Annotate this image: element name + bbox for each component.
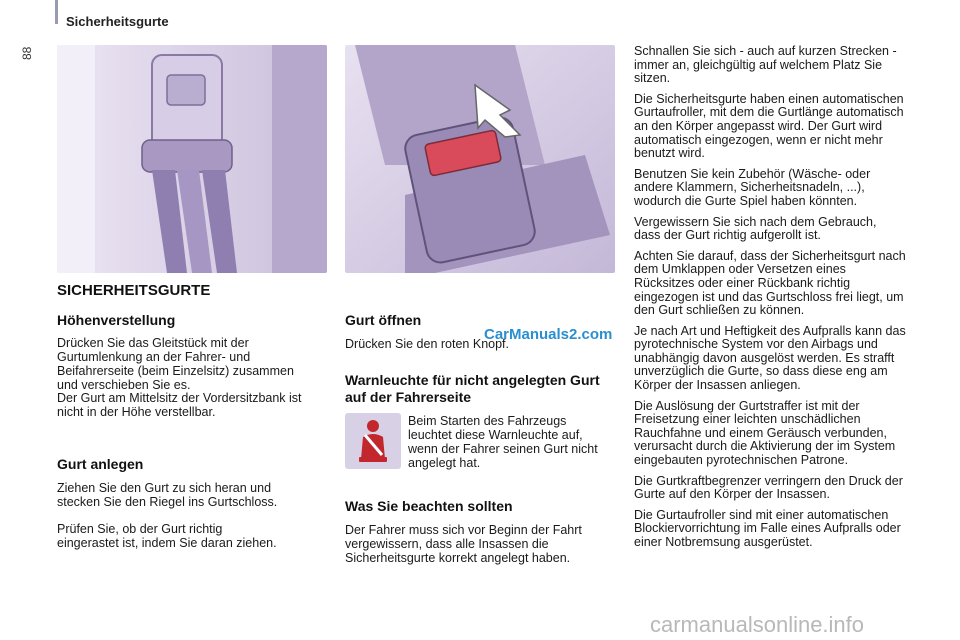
right-paragraph: Je nach Art und Heftigkeit des Aufpralls kann das pyrotechnische System vor den Airbags und unabhängig davon ausgelöst werden. Es strafft unverzüglich die Gurte, so dass diese eng am Körper der Insassen anliegen. bbox=[634, 323, 906, 393]
notes-heading: Was Sie beachten sollten bbox=[345, 498, 513, 514]
fasten-belt-heading: Gurt anlegen bbox=[57, 456, 144, 472]
watermark-carmanualsonline: carmanualsonline.info bbox=[650, 612, 865, 637]
right-paragraph: Benutzen Sie kein Zubehör (Wäsche- oder andere Klammern, Sicherheitsnadeln, ...), wodurch die Gurte Spiel haben könnten. bbox=[634, 166, 871, 208]
right-paragraph: Die Sicherheitsgurte haben einen automatischen Gurtaufroller, mit dem die Gurtlänge automatisch an den Körper angepasst wird. Der Gurt wird automatisch eingezogen, wenn er nicht mehr benutzt wird. bbox=[634, 91, 904, 161]
right-paragraph: Achten Sie darauf, dass der Sicherheitsgurt nach dem Umklappen oder Versetzen eines Rücksitzes oder einer Rückbank richtig eingezogen ist und das Gurtschloss frei liegt, um den Gurt schließen zu können. bbox=[634, 248, 906, 318]
header-title: Sicherheitsgurte bbox=[66, 14, 169, 29]
right-paragraph: Vergewissern Sie sich nach dem Gebrauch, dass der Gurt richtig aufgerollt ist. bbox=[634, 214, 877, 243]
right-column bbox=[634, 45, 906, 557]
watermark-carmanuals2: CarManuals2.com bbox=[484, 326, 613, 343]
height-adjuster-drawing bbox=[57, 45, 327, 273]
height-adjust-text-2: Der Gurt am Mittelsitz der Vordersitzbank ist nicht in der Höhe verstellbar. bbox=[57, 391, 302, 419]
fasten-belt-text-2: Prüfen Sie, ob der Gurt richtig eingerastet ist, indem Sie daran ziehen. bbox=[57, 522, 277, 550]
header-accent-bar bbox=[55, 0, 58, 24]
height-adjust-text-1: Drücken Sie das Gleitstück mit der Gurtumlenkung an der Fahrer- und Beifahrerseite (beim Einzelsitz) zusammen und verschieben Sie es. bbox=[57, 336, 294, 392]
warning-lamp-heading: Warnleuchte für nicht angelegten Gurt auf der Fahrerseite bbox=[345, 372, 600, 405]
right-paragraph: Die Gurtaufroller sind mit einer automatischen Blockiervorrichtung im Falle eines Aufpralls oder einer Notbremsung ausgerüstet. bbox=[634, 507, 901, 549]
notes-text: Der Fahrer muss sich vor Beginn der Fahrt vergewissern, dass alle Insassen die Sicherheitsgurte korrekt angelegt haben. bbox=[345, 523, 582, 565]
fasten-belt-text-1: Ziehen Sie den Gurt zu sich heran und stecken Sie den Riegel ins Gurtschloss. bbox=[57, 481, 278, 509]
section-title: SICHERHEITSGURTE bbox=[57, 282, 211, 299]
seatbelt-warning-icon bbox=[345, 413, 401, 469]
open-belt-heading: Gurt öffnen bbox=[345, 312, 422, 328]
buckle-illustration bbox=[345, 45, 615, 273]
seatbelt-warning-icon-drawing bbox=[345, 413, 401, 469]
buckle-drawing bbox=[345, 45, 615, 273]
open-belt-text: Drücken Sie den roten Knopf. bbox=[345, 337, 509, 351]
right-paragraph: Die Gurtkraftbegrenzer verringern den Druck der Gurte auf den Körper der Insassen. bbox=[634, 473, 903, 502]
height-adjuster-illustration bbox=[57, 45, 327, 273]
warning-lamp-text: Beim Starten des Fahrzeugs leuchtet diese Warnleuchte auf, wenn der Fahrer seinen Gurt nicht angelegt hat. bbox=[408, 414, 598, 470]
page-number: 88 bbox=[20, 46, 34, 60]
right-paragraph: Die Auslösung der Gurtstraffer ist mit der Freisetzung einer leichten unschädlichen Rauchfahne und einem Geräusch verbunden, verursacht durch die Aktivierung der im System eingebauten pyrotechnischen Patrone. bbox=[634, 398, 896, 468]
height-adjust-heading: Höhenverstellung bbox=[57, 312, 176, 328]
right-paragraph: Schnallen Sie sich - auch auf kurzen Strecken - immer an, gleichgültig auf welchem Platz Sie sitzen. bbox=[634, 44, 897, 86]
